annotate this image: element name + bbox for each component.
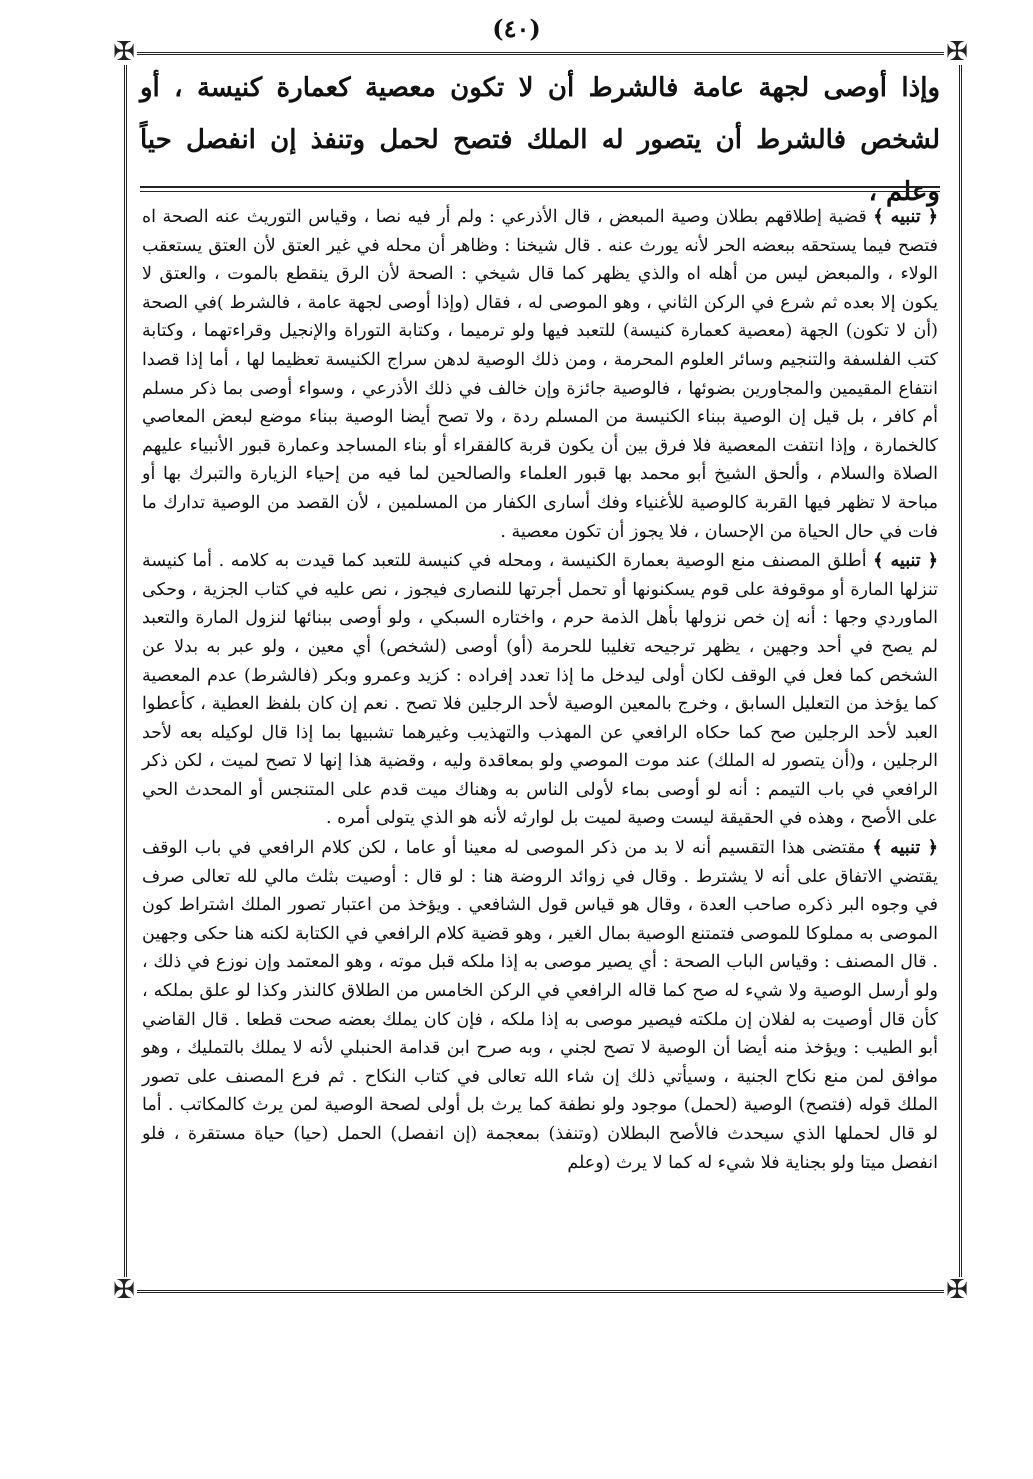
commentary-paragraph — [142, 547, 938, 833]
frame-bottom-rule — [124, 1290, 959, 1293]
matn-text: وإذا أوصى لجهة عامة فالشرط أن لا تكون معصية كعمارة كنيسة ، أو لشخص فالشرط أن يتصور له الملك فتصح لحمل وتنفذ إن انفصل حياً وعلم ، — [140, 73, 940, 207]
corner-ornament-icon: ✠ — [111, 39, 137, 65]
paragraph-lead: ﴿ تنبيه ﴾ — [872, 838, 938, 859]
paragraph-text: قضية إطلاقهم بطلان وصية المبعض ، قال الأذرعي : ولم أر فيه نصا ، وقياس التوريث عنه الصحة اه فتصح فيما يستحقه ببعضه الحر لأنه يورث عنه . قال شيخنا : وظاهر أن محله في غير العتق لأن العتق يستعقب الولاء ، والمبعض ليس من أهله اه والذي يظهر كما قال شيخي : الصحة لأن الرق ينقطع بالموت ، والعتق لا يكون إلا بعده ثم شرع في الركن الثاني ، وهو الموصى له ، فقال (وإذا أوصى لجهة عامة ، فالشرط )في الصحة (أن لا تكون) الجهة (معصية كعمارة كنيسة) للتعبد فيها ولو ترميما ، وكتابة التوراة والإنجيل وقراءتهما ، وكتابة كتب الفلسفة والتنجيم وسائر العلوم المحرمة ، ومن ذلك الوصية لدهن سراج الكنيسة تعظيما لها ، أما إذا قصدا انتفاع المقيمين والمجاورين بضوئها ، فالوصية جائزة وإن خالف في ذلك الأذرعي ، وسواء أوصى بما ذكر مسلم أم كافر ، بل قيل إن الوصية ببناء الكنيسة من المسلم ردة ، ولا تصح أيضا الوصية ببناء موضع لبعض المعاصي كالخمارة ، وإذا انتفت المعصية فلا فرق بين أن يكون قربة كالفقراء أو بناء المساجد وعمارة قبور الأنبياء عليهم الصلاة والسلام ، وألحق الشيخ أبو محمد بها قبور العلماء والصالحين لما فيه من إحياء الزيارة والتبرك بها أو مباحة لا تظهر فيها القربة كالوصية للأغنياء وفك أسارى الكفار من المسلمين ، لأن القصد من الوصية تدارك ما فات في حال الحياة من الإحسان ، فلا يجوز أن تكون معصية . — [142, 207, 938, 542]
paragraph-text: مقتضى هذا التقسيم أنه لا بد من ذكر الموصى له معينا أو عاما ، لكن كلام الرافعي في باب الوقف يقتضي الاتفاق على أنه لا يشترط . وقال في زوائد الروضة هنا : لو قال : أوصيت بثلث مالي لله تعالى صرف في وجوه البر ذكره صاحب العدة ، وقال هو قياس قول الشافعي . ويؤخذ من اعتبار تصور الملك اشتراط كون الموصى به مملوكا للموصى فتمتنع الوصية بمال الغير ، وهو قضية كلام الرافعي في الكتابة لكنه هنا حكى وجهين . قال المصنف : وقياس الباب الصحة : أي يصير موصى به إذا ملكه قبل موته ، وهو المعتمد وإن نوزع في ذلك ، ولو أرسل الوصية ولا شيء له صح كما قاله الرافعي في الركن الخامس من الطلاق كالنذر وكذا لو علق بملكه ، كأن قال أوصيت به لفلان إن ملكته فيصير موصى به إذا ملكه ، فإن كان يملك بعضه صحت قطعا . قال القاضي أبو الطيب : ويؤخذ منه أيضا أن الوصية لا تصح لجني ، وبه صرح ابن قدامة الحنبلي لأنه لا يملك بالتمليك ، وهو موافق لمن منع نكاح الجنية ، وسيأتي ذلك إن شاء الله تعالى في كتاب النكاح . ثم فرع المصنف على تصور الملك قوله (فتصح) الوصية (لحمل) موجود ولو نطفة كما يرث بل أولى لصحة الوصية لمن يرث كالمكاتب . أما لو قال لحملها الذي سيحدث فالأصح البطلان (وتنفذ) بمعجمة (إن انفصل) الحمل (حيا) حياة مستقرة ، فلو انفصل ميتا ولو بجناية فلا شيء له كما لا يرث (وعلم — [142, 838, 938, 1173]
page-number: (٤٠) — [492, 14, 541, 43]
section-divider — [140, 186, 940, 188]
corner-ornament-icon: ✠ — [944, 1277, 970, 1303]
corner-ornament-icon: ✠ — [111, 1277, 137, 1303]
corner-ornament-icon: ✠ — [944, 39, 970, 65]
paragraph-lead: ﴿ تنبيه ﴾ — [873, 551, 938, 572]
paragraph-text: أطلق المصنف منع الوصية بعمارة الكنيسة ، ومحله في كنيسة للتعبد كما قيدت به كلامه . أما كنيسة تنزلها المارة أو موقوفة على قوم يسكنونها أو تحمل أجرتها للنصارى فيجوز ، نص عليه في كتاب الجزية ، وحكى الماوردي وجها : أنه إن خص نزولها بأهل الذمة حرم ، واختاره السبكي ، ولو أوصى ببنائها لنزول المارة والتعبد لم يصح في أحد وجهين ، يظهر ترجيحه تغليبا للحرمة (أو) أوصى (لشخص) أي معين ، ولو عبر به بدلا عن الشخص كما فعل في الوقف لكان أولى ليدخل ما إذا تعدد إفراده : كزيد وعمرو وبكر (فالشرط) عدم المعصية كما يؤخذ من التعليل السابق ، وخرج بالمعين الوصية لأحد الرجلين فلا تصح . نعم إن كان بلفظ العطية ، كأعطوا العبد لأحد الرجلين صح كما حكاه الرافعي عن المهذب والتهذيب وغيرهما تشبيها بما إذا قال لوكيله بعه لأحد الرجلين ، و(أن يتصور له الملك) عند موت الموصي ولو بمعاقدة وليه ، وقضية هذا إنها لا تصح لميت ، لكن ذكر الرافعي في باب التيمم : أنه لو أوصى بماء لأولى الناس به وهناك ميت قدم على المتنجس أو المحدث الحي على الأصح ، وهذه في الحقيقة ليست وصية لميت بل لوارثه لأنه هو الذي يتولى أمره . — [142, 551, 938, 829]
commentary-paragraph — [142, 203, 938, 546]
commentary — [142, 203, 938, 1177]
section-divider-thin — [140, 191, 940, 192]
commentary-paragraph — [142, 834, 938, 1177]
paragraph-lead: ﴿ تنبيه ﴾ — [873, 207, 938, 227]
